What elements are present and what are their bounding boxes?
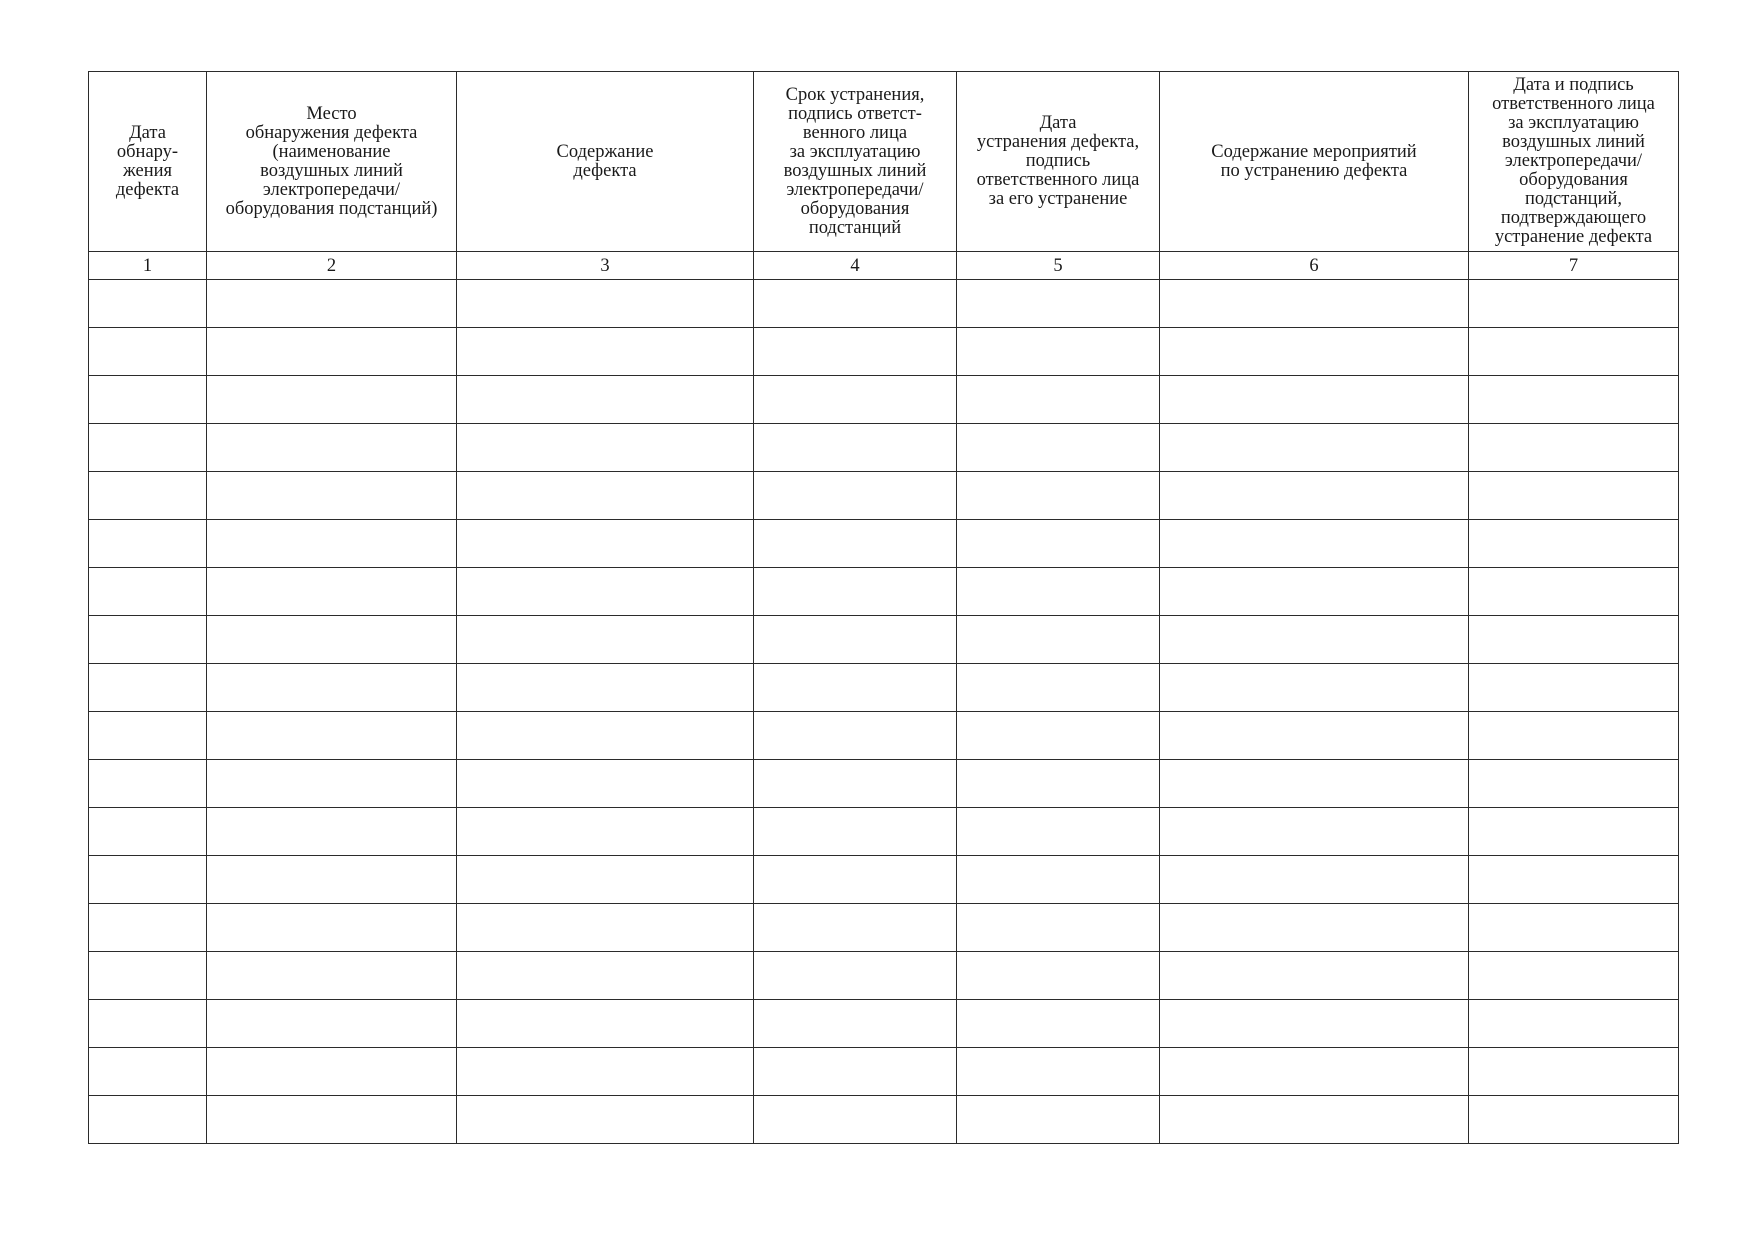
empty-cell bbox=[754, 952, 957, 1000]
empty-cell bbox=[457, 904, 754, 952]
empty-cell bbox=[1160, 568, 1469, 616]
empty-cell bbox=[1160, 280, 1469, 328]
empty-cell bbox=[754, 712, 957, 760]
table-row bbox=[89, 760, 1679, 808]
empty-cell bbox=[1160, 1096, 1469, 1144]
empty-cell bbox=[207, 1000, 457, 1048]
empty-cell bbox=[457, 952, 754, 1000]
empty-cell bbox=[754, 1048, 957, 1096]
empty-cell bbox=[957, 328, 1160, 376]
table-row bbox=[89, 952, 1679, 1000]
empty-cell bbox=[457, 616, 754, 664]
header-row bbox=[89, 72, 1679, 252]
column-number: 5 bbox=[957, 252, 1160, 280]
table-row bbox=[89, 1048, 1679, 1096]
column-number: 6 bbox=[1160, 252, 1469, 280]
empty-cell bbox=[457, 568, 754, 616]
empty-cell bbox=[457, 520, 754, 568]
empty-cell bbox=[1160, 856, 1469, 904]
header-confirmation-signature: Дата и подпись ответственного лица за эксплуатацию воздушных линий электропередачи/ оборудования подстанций, подтверждающего устранение дефекта bbox=[1469, 72, 1679, 252]
empty-cell bbox=[1469, 568, 1679, 616]
empty-cell bbox=[89, 472, 207, 520]
empty-cell bbox=[1160, 1000, 1469, 1048]
empty-cell bbox=[89, 424, 207, 472]
empty-cell bbox=[1160, 808, 1469, 856]
empty-cell bbox=[207, 376, 457, 424]
journal-body bbox=[89, 280, 1679, 1144]
empty-cell bbox=[89, 376, 207, 424]
empty-cell bbox=[957, 520, 1160, 568]
table-row bbox=[89, 568, 1679, 616]
table-row bbox=[89, 1096, 1679, 1144]
empty-cell bbox=[1469, 664, 1679, 712]
empty-cell bbox=[457, 328, 754, 376]
empty-cell bbox=[207, 520, 457, 568]
empty-cell bbox=[89, 664, 207, 712]
empty-cell bbox=[207, 568, 457, 616]
empty-cell bbox=[1160, 472, 1469, 520]
empty-cell bbox=[754, 616, 957, 664]
empty-cell bbox=[957, 1048, 1160, 1096]
empty-cell bbox=[457, 1096, 754, 1144]
empty-cell bbox=[1160, 616, 1469, 664]
table-row bbox=[89, 712, 1679, 760]
header-measures-content: Содержание мероприятий по устранению дефекта bbox=[1160, 72, 1469, 252]
table-row bbox=[89, 376, 1679, 424]
empty-cell bbox=[457, 424, 754, 472]
empty-cell bbox=[89, 904, 207, 952]
empty-cell bbox=[754, 1096, 957, 1144]
empty-cell bbox=[754, 904, 957, 952]
empty-cell bbox=[957, 808, 1160, 856]
empty-cell bbox=[457, 712, 754, 760]
empty-cell bbox=[957, 856, 1160, 904]
empty-cell bbox=[754, 472, 957, 520]
column-number: 7 bbox=[1469, 252, 1679, 280]
empty-cell bbox=[754, 1000, 957, 1048]
empty-cell bbox=[1469, 472, 1679, 520]
empty-cell bbox=[1469, 616, 1679, 664]
empty-cell bbox=[89, 1096, 207, 1144]
table-row bbox=[89, 616, 1679, 664]
column-number: 4 bbox=[754, 252, 957, 280]
empty-cell bbox=[207, 760, 457, 808]
empty-cell bbox=[1469, 424, 1679, 472]
empty-cell bbox=[754, 424, 957, 472]
empty-cell bbox=[1160, 520, 1469, 568]
empty-cell bbox=[957, 952, 1160, 1000]
empty-cell bbox=[754, 808, 957, 856]
header-fix-date-signature: Дата устранения дефекта, подпись ответственного лица за его устранение bbox=[957, 72, 1160, 252]
table-row bbox=[89, 472, 1679, 520]
empty-cell bbox=[1469, 856, 1679, 904]
empty-cell bbox=[207, 712, 457, 760]
empty-cell bbox=[207, 472, 457, 520]
empty-cell bbox=[1469, 760, 1679, 808]
empty-cell bbox=[207, 280, 457, 328]
header-defect-content: Содержание дефекта bbox=[457, 72, 754, 252]
empty-cell bbox=[957, 376, 1160, 424]
empty-cell bbox=[754, 568, 957, 616]
empty-cell bbox=[1160, 1048, 1469, 1096]
empty-cell bbox=[957, 568, 1160, 616]
empty-cell bbox=[89, 712, 207, 760]
empty-cell bbox=[89, 808, 207, 856]
empty-cell bbox=[957, 1000, 1160, 1048]
empty-cell bbox=[207, 1048, 457, 1096]
empty-cell bbox=[89, 856, 207, 904]
empty-cell bbox=[754, 856, 957, 904]
empty-cell bbox=[1160, 904, 1469, 952]
empty-cell bbox=[957, 424, 1160, 472]
table-row bbox=[89, 664, 1679, 712]
header-defect-location: Место обнаружения дефекта (наименование воздушных линий электропередачи/ оборудования подстанций) bbox=[207, 72, 457, 252]
header-deadline-signature: Срок устранения, подпись ответст- венного лица за эксплуатацию воздушных линий электропередачи/ оборудования подстанций bbox=[754, 72, 957, 252]
empty-cell bbox=[1469, 328, 1679, 376]
empty-cell bbox=[457, 472, 754, 520]
table-row bbox=[89, 520, 1679, 568]
empty-cell bbox=[207, 952, 457, 1000]
empty-cell bbox=[207, 424, 457, 472]
empty-cell bbox=[957, 472, 1160, 520]
empty-cell bbox=[457, 760, 754, 808]
header-detection-date: Дата обнару- жения дефекта bbox=[89, 72, 207, 252]
empty-cell bbox=[89, 1048, 207, 1096]
empty-cell bbox=[1469, 280, 1679, 328]
empty-cell bbox=[89, 952, 207, 1000]
empty-cell bbox=[89, 568, 207, 616]
empty-cell bbox=[457, 1048, 754, 1096]
empty-cell bbox=[1160, 712, 1469, 760]
table-row bbox=[89, 1000, 1679, 1048]
column-number-row bbox=[89, 252, 1679, 280]
empty-cell bbox=[1469, 376, 1679, 424]
empty-cell bbox=[89, 280, 207, 328]
table-row bbox=[89, 424, 1679, 472]
empty-cell bbox=[1469, 712, 1679, 760]
empty-cell bbox=[754, 520, 957, 568]
empty-cell bbox=[1160, 760, 1469, 808]
empty-cell bbox=[754, 280, 957, 328]
empty-cell bbox=[1160, 664, 1469, 712]
empty-cell bbox=[207, 808, 457, 856]
empty-cell bbox=[89, 760, 207, 808]
empty-cell bbox=[1160, 952, 1469, 1000]
empty-cell bbox=[1469, 520, 1679, 568]
empty-cell bbox=[1469, 904, 1679, 952]
empty-cell bbox=[754, 664, 957, 712]
empty-cell bbox=[754, 760, 957, 808]
empty-cell bbox=[89, 328, 207, 376]
empty-cell bbox=[1160, 328, 1469, 376]
empty-cell bbox=[957, 760, 1160, 808]
empty-cell bbox=[89, 1000, 207, 1048]
empty-cell bbox=[957, 1096, 1160, 1144]
empty-cell bbox=[457, 376, 754, 424]
empty-cell bbox=[1469, 808, 1679, 856]
column-number: 2 bbox=[207, 252, 457, 280]
empty-cell bbox=[1160, 424, 1469, 472]
empty-cell bbox=[207, 856, 457, 904]
defect-journal-table bbox=[88, 71, 1679, 1144]
table-row bbox=[89, 856, 1679, 904]
empty-cell bbox=[89, 616, 207, 664]
column-number: 1 bbox=[89, 252, 207, 280]
empty-cell bbox=[207, 1096, 457, 1144]
table-row bbox=[89, 904, 1679, 952]
empty-cell bbox=[1469, 1096, 1679, 1144]
empty-cell bbox=[1469, 1000, 1679, 1048]
table-row bbox=[89, 328, 1679, 376]
empty-cell bbox=[457, 1000, 754, 1048]
empty-cell bbox=[457, 808, 754, 856]
empty-cell bbox=[207, 664, 457, 712]
empty-cell bbox=[457, 664, 754, 712]
empty-cell bbox=[754, 376, 957, 424]
empty-cell bbox=[89, 520, 207, 568]
empty-cell bbox=[207, 328, 457, 376]
empty-cell bbox=[754, 328, 957, 376]
empty-cell bbox=[957, 616, 1160, 664]
empty-cell bbox=[457, 856, 754, 904]
empty-cell bbox=[457, 280, 754, 328]
empty-cell bbox=[957, 712, 1160, 760]
table-row bbox=[89, 808, 1679, 856]
table-row bbox=[89, 280, 1679, 328]
column-number: 3 bbox=[457, 252, 754, 280]
empty-cell bbox=[957, 280, 1160, 328]
empty-cell bbox=[1160, 376, 1469, 424]
empty-cell bbox=[1469, 952, 1679, 1000]
empty-cell bbox=[957, 664, 1160, 712]
empty-cell bbox=[207, 616, 457, 664]
empty-cell bbox=[1469, 1048, 1679, 1096]
empty-cell bbox=[207, 904, 457, 952]
empty-cell bbox=[957, 904, 1160, 952]
